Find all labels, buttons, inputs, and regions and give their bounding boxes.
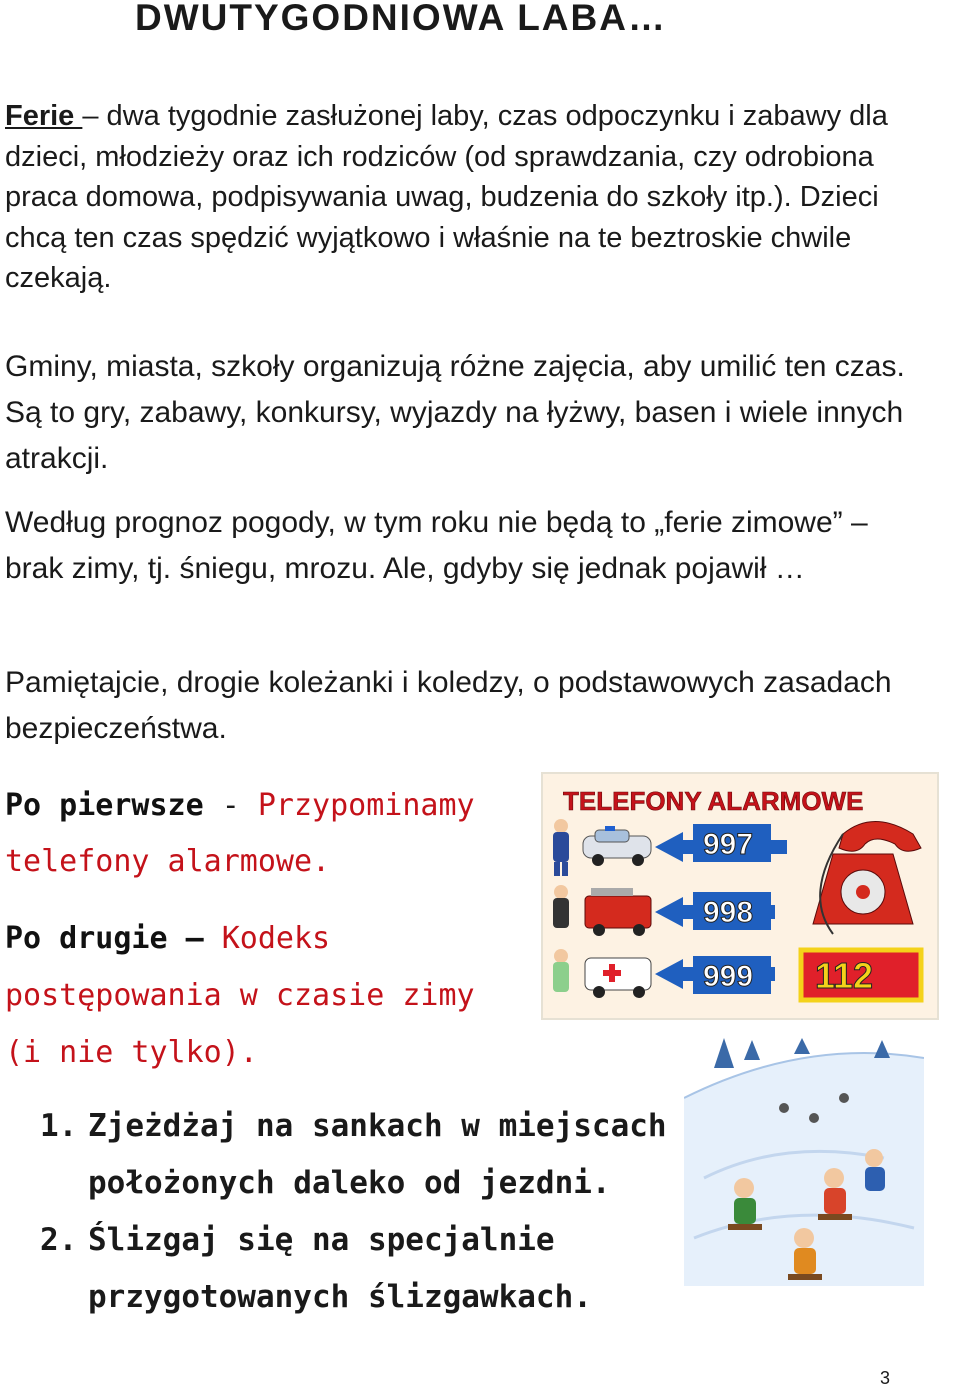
page-number: 3 xyxy=(879,1368,890,1388)
emergency-numbers-image xyxy=(541,772,939,1020)
ambulance-icon xyxy=(553,949,651,998)
emergency-numbers-illustration xyxy=(543,774,937,1018)
section-first xyxy=(5,778,525,890)
police-icon xyxy=(553,819,651,876)
list-item-text: Zjeżdżaj na sankach w miejscach położonych daleko od jezdni. xyxy=(88,1108,667,1201)
safety-reminder-paragraph: Pamiętajcie, drogie koleżanki i koledzy, o podstawowych zasadach bezpieczeństwa. xyxy=(5,666,892,745)
section-first-text: Przypominamy telefony alarmowe. xyxy=(5,788,475,879)
list-item xyxy=(40,1098,700,1212)
section-second xyxy=(5,910,525,1081)
ferie-term: Ferie xyxy=(5,100,83,132)
sledding-illustration xyxy=(684,1038,924,1286)
alarm-heading: TELEFONY ALARMOWE xyxy=(563,786,864,816)
list-item-number: 1. xyxy=(40,1108,78,1144)
page-title: DWUTYGODNIOWA LABA… xyxy=(135,0,667,38)
list-item-number: 2. xyxy=(40,1222,78,1258)
activities-paragraph: Gminy, miasta, szkoły organizują różne zajęcia, aby umilić ten czas. Są to gry, zabawy, konkursy, wyjazdy na łyżwy, basen i wiele innych atrakcji. xyxy=(5,350,905,475)
section-first-sep: - xyxy=(203,788,258,823)
list-item-text: Ślizgaj się na specjalnie przygotowanych ślizgawkach. xyxy=(88,1222,592,1315)
sledding-scene xyxy=(684,1038,924,1286)
section-second-sep xyxy=(204,921,222,956)
section-second-text: Kodeks postępowania w czasie zimy (i nie tylko). xyxy=(5,921,475,1070)
number-997: 997 xyxy=(703,828,754,861)
number-998: 998 xyxy=(703,896,754,929)
section-first-lead: Po pierwsze xyxy=(5,788,204,823)
number-999: 999 xyxy=(703,960,754,993)
firefighter-icon xyxy=(553,885,651,936)
section-second-lead: Po drugie – xyxy=(5,921,204,956)
winter-rules-list xyxy=(40,1098,700,1326)
forecast-paragraph: Według prognoz pogody, w tym roku nie będą to „ferie zimowe” – brak zimy, tj. śniegu, mrozu. Ale, gdyby się jednak pojawił … xyxy=(5,506,868,585)
list-item xyxy=(40,1212,700,1326)
number-112: 112 xyxy=(815,955,874,996)
telephone-icon xyxy=(813,822,921,935)
child-sledding-icon xyxy=(865,1149,885,1191)
intro-text: – dwa tygodnie zasłużonej laby, czas odpoczynku i zabawy dla dzieci, młodzieży oraz ich rodziców (od sprawdzania, czy odrobiona praca domowa, podpisywania uwag, budzenia do szkoły itp.). Dzieci chcą ten czas spędzić wyjątkowo i właśnie na te beztroskie chwile czekają. xyxy=(5,100,888,294)
intro-paragraph xyxy=(5,96,905,299)
